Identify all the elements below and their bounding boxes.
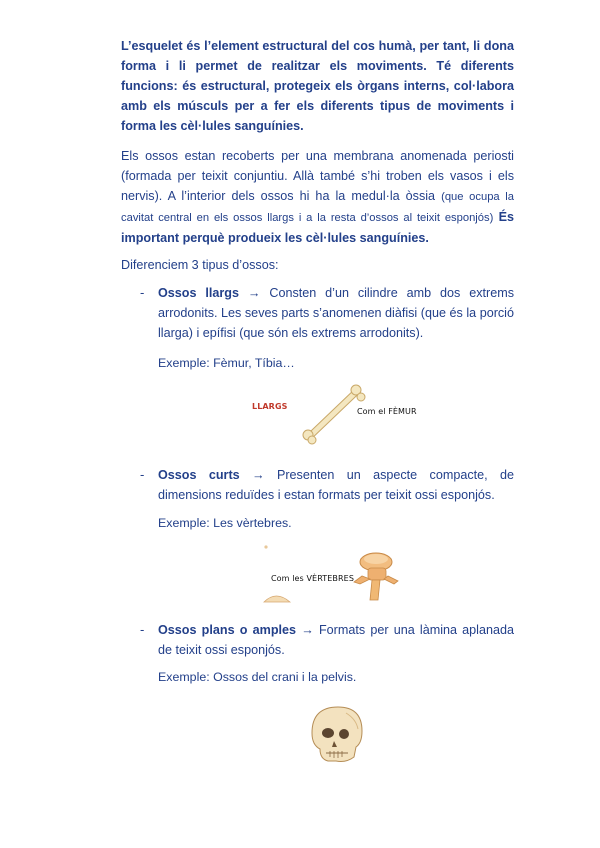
intro-paragraph: L’esquelet és l’element estructural del cos humà, per tant, li dona forma i li permet de realitzar els moviments. Té diferents funcions: és estructural, protegeix els òrgans interns, col·labora amb els músculs per a fer els diferents tipus de moviments i forma les cèl·lules sanguínies.	[121, 39, 514, 133]
short-bones-name: Ossos curts →	[158, 468, 265, 482]
bones-text-part3: És important perquè produeix les cèl·lules sanguínies.	[121, 210, 514, 245]
femur-bone-icon	[300, 384, 370, 446]
long-bones-example: Exemple: Fèmur, Tíbia…	[158, 356, 295, 370]
flat-bones-name: Ossos plans o amples →	[158, 623, 314, 637]
bones-text-part2: (que ocupa la cavitat central en els ossos llargs i a la resta d’ossos al teixit esponjós)	[121, 191, 514, 224]
list-dash-3: -	[140, 622, 145, 637]
bones-text-part1: Els ossos estan recoberts per una membrana anomenada periosti (formada per teixit conjuntiu. Allà també s’hi troben els vasos i els nervis). A l’interior dels ossos hi ha la medul·la òssia	[121, 149, 514, 203]
flat-bones-description: Formats per una làmina aplanada de teixit ossi esponjós.	[158, 623, 514, 657]
list-item-short-bones	[158, 465, 514, 505]
vertebra-label: Com les VÈRTEBRES	[271, 574, 354, 583]
flat-bones-example: Exemple: Ossos del crani i la pelvis.	[158, 670, 357, 684]
bones-paragraph	[121, 146, 514, 248]
list-dash-1: -	[140, 285, 145, 300]
types-heading: Diferenciem 3 tipus d’ossos:	[121, 258, 279, 272]
list-item-flat-bones	[158, 620, 514, 660]
vertebra-icon	[352, 548, 412, 604]
skull-icon	[306, 703, 366, 765]
list-item-long-bones	[158, 283, 514, 343]
list-dash-2: -	[140, 467, 145, 482]
long-bones-description: Consten d’un cilindre amb dos extrems arrodonits. Les seves parts s’anomenen diàfisi (que és la porció llarga) i epífisi (que són els extrems arrodonits).	[158, 286, 514, 340]
femur-label-left: LLARGS	[252, 402, 288, 411]
short-bones-example: Exemple: Les vèrtebres.	[158, 516, 292, 530]
long-bones-name: Ossos llargs →	[158, 286, 261, 300]
short-bones-description: Presenten un aspecte compacte, de dimensions reduïdes i estan formats per teixit ossi esponjós.	[158, 468, 514, 502]
femur-label-right: Com el FÈMUR	[357, 407, 417, 416]
